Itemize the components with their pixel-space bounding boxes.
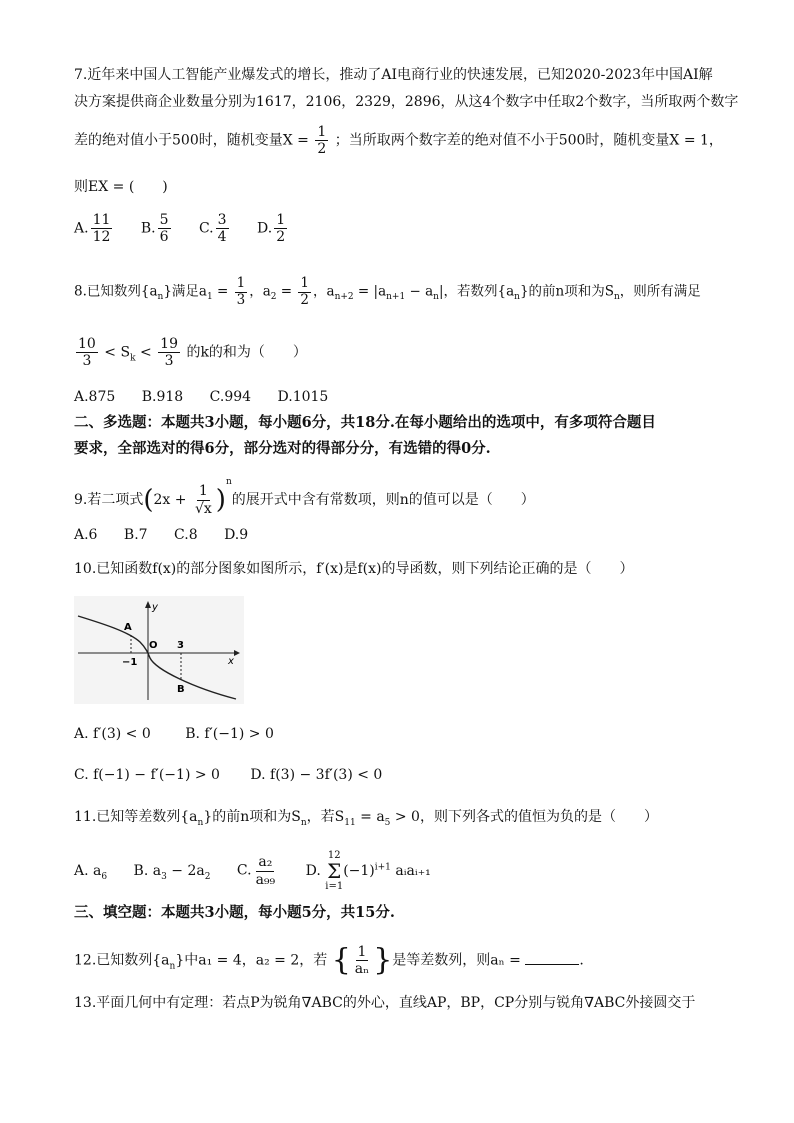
label-y: y (152, 602, 158, 613)
q10-option-b[interactable]: B. f′(−1) > 0 (185, 726, 274, 742)
q13-line-1: 13.平面几何中有定理：若点P为锐角∇ABC的外心，直线AP，BP，CP分别与锐角∇ABC外接圆交于 (74, 995, 696, 1011)
fraction-ten-thirds: $\frac{10}{3}$ (78, 336, 96, 370)
q11-line-1: 11.已知等差数列$\{a_n\}$的前n项和为$S_n$，若$S_{11} = a_5 > 0$，则下列各式的值恒为负的是（ ） (74, 809, 658, 828)
section-2-heading-line-2: 要求，全部选对的得6分，部分选对的得部分分，有选错的得0分. (74, 440, 491, 457)
q7-option-c[interactable]: C. $\frac{3}{4}$ (198, 212, 227, 246)
q8-line-1: 8.已知数列$\{a_n\}$满足$a_1$ = $\frac{1}{3}$ ，$a_2$ = $\frac{1}{2}$ ，$a_{n+2} = |a_{n+1} - a_n|$，若数列$\{a_n\}$的前n项和为$S_n$，则所有满足 (74, 275, 701, 308)
q10-line-1: 10.已知函数f(x)的部分图象如图所示，f′(x)是f(x)的导函数，则下列结论正确的是（ ） (74, 561, 634, 577)
q10-option-d[interactable]: D. f(3) − 3f′(3) < 0 (250, 767, 383, 783)
q12-line-1: 12.已知数列$\{a_n\}$中a₁ = 4，a₂ = 2，若 { $\frac{1}{\text{aₙ}}$ }是等差数列，则aₙ = . (74, 942, 584, 978)
fraction-nineteen-thirds: $\frac{19}{3}$ (160, 336, 178, 370)
fraction-a2: $\frac{1}{2}$ (300, 275, 309, 308)
q7-line-3: 差的绝对值小于500时，随机变量X = $\frac{1}{2}$ ；当所取两个数字差的绝对值不小于500时，随机变量X = 1， (74, 124, 723, 158)
q8-option-b[interactable]: B.918 (141, 389, 184, 405)
label-origin: O (149, 640, 158, 651)
q11-option-d[interactable]: D. 12 Σ i=1 $(-1)^{i+1}$ aᵢaᵢ₊₁ (305, 850, 431, 892)
q11-options (74, 850, 453, 892)
answer-blank[interactable] (525, 964, 579, 965)
fraction-one-half: $\frac{1}{2}$ (317, 124, 327, 158)
q9-option-d[interactable]: D.9 (224, 527, 249, 543)
summation-symbol: 12 Σ i=1 (325, 850, 344, 892)
q10-options-row-2 (74, 768, 404, 782)
q10-option-a[interactable]: A. f′(3) < 0 (74, 726, 151, 742)
q8-options (74, 390, 350, 404)
q7-option-b[interactable]: B. $\frac{5}{6}$ (140, 212, 169, 246)
label-b: B (177, 684, 185, 695)
q8-option-a[interactable]: A.875 (74, 389, 116, 405)
q7-options (74, 212, 311, 245)
label-neg1: −1 (122, 657, 138, 668)
q10-options-row-1 (74, 727, 296, 741)
q8-option-c[interactable]: C.994 (209, 389, 252, 405)
q9-option-c[interactable]: C.8 (174, 527, 198, 543)
q8-line-2: $\frac{10}{3}$ < $S_k$ < $\frac{19}{3}$ 的k的和为（ ） (78, 336, 307, 370)
section-3-heading: 三、填空题：本题共3小题，每小题5分，共15分. (74, 904, 395, 921)
q9-options (74, 528, 270, 542)
q10-option-c[interactable]: C. f(−1) − f′(−1) > 0 (74, 767, 220, 783)
q7-option-a[interactable]: A. $\frac{11}{12}$ (74, 212, 111, 246)
q7-line-2: 决方案提供商企业数量分别为1617，2106，2329，2896，从这4个数字中任取2个数字，当所取两个数字 (74, 94, 739, 110)
q7-option-d[interactable]: D. $\frac{1}{2}$ (257, 212, 286, 246)
label-x: x (228, 656, 234, 667)
fraction-a1: $\frac{1}{3}$ (236, 275, 246, 308)
q11-option-b[interactable]: B. $a_3 - 2a_2$ (133, 863, 211, 882)
q9-option-a[interactable]: A.6 (74, 527, 98, 543)
q8-option-d[interactable]: D.1015 (277, 389, 329, 405)
q11-option-a[interactable]: A. $a_6$ (74, 863, 108, 882)
q9-line-1: 9.若二项式(2x + $\frac{1}{√x}$ )$^n$的展开式中含有常数项，则n的值可以是（ ） (74, 477, 535, 517)
section-2-heading-line-1: 二、多选题：本题共3小题，每小题6分，共18分.在每小题给出的选项中，有多项符合题目 (74, 414, 656, 431)
fraction-one-over-root-x: $\frac{1}{√x}$ (194, 483, 212, 517)
q9-option-b[interactable]: B.7 (123, 527, 148, 543)
label-a: A (124, 622, 132, 633)
label-3: 3 (177, 640, 184, 651)
q7-line-4: 则EX = ( ) (74, 179, 168, 195)
function-graph (74, 596, 244, 704)
fraction-one-over-an: $\frac{1}{\text{aₙ}}$ (354, 944, 370, 978)
q7-line-1: 7.近年来中国人工智能产业爆发式的增长，推动了AI电商行业的快速发展，已知2020-2023年中国AI解 (74, 67, 713, 83)
q11-option-c[interactable]: C. $\frac{\text{a₂}}{\text{a₉₉}}$ (236, 854, 276, 888)
